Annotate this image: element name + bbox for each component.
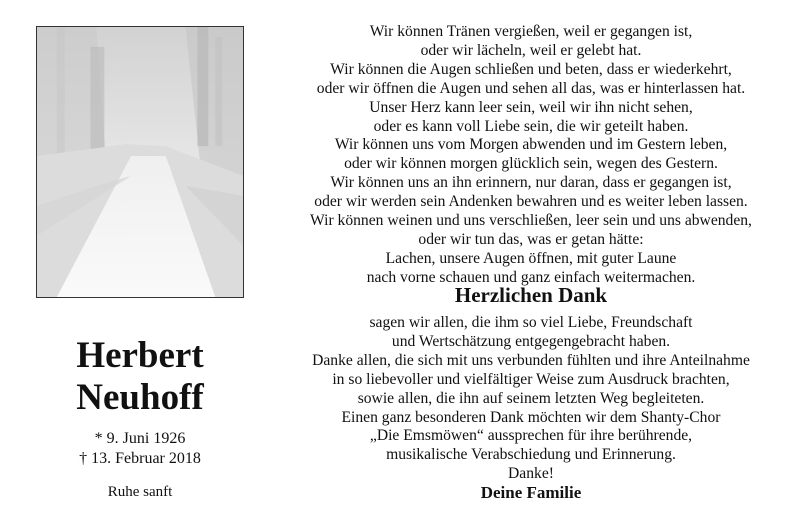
poem-line: oder wir werden sein Andenken bewahren und es weiter leben lassen. [314, 193, 748, 211]
birth-date: * 9. Juni 1926 [94, 430, 186, 447]
deceased-first-name: Herbert [76, 335, 204, 376]
thanks-line: sagen wir allen, die ihm so viel Liebe, Freundschaft [369, 314, 693, 331]
poem-line: Wir können Tränen vergießen, weil er gegangen ist, [369, 23, 693, 40]
forest-path-photo [36, 26, 244, 298]
poem-line: Unser Herz kann leer sein, weil wir ihn nicht sehen, [369, 98, 693, 116]
thanks-line: musikalische Verabschiedung und Erinnerung. [386, 446, 676, 464]
thanks-line: sowie allen, die ihn auf seinem letzten Weg begleiteten. [357, 389, 705, 407]
forest-path-icon [37, 27, 243, 297]
poem-line: oder wir können morgen glücklich sein, wegen des Gestern. [344, 155, 718, 173]
thanks-line: und Wertschätzung entgegengebracht haben. [391, 332, 671, 350]
death-date: † 13. Februar 2018 [79, 450, 201, 467]
poem-line: Wir können uns vom Morgen abwenden und im Gestern leben, [334, 136, 728, 154]
thanks-line: „Die Emsmöwen“ aussprechen für ihre berührende, [369, 427, 693, 445]
thanks-line: Einen ganz besonderen Dank möchten wir dem Shanty-Chor [341, 408, 721, 426]
poem-line: Wir können die Augen schließen und beten, dass er wiederkehrt, [330, 60, 732, 78]
thanks-line: Danke! [508, 465, 554, 483]
rest-in-peace-text: Ruhe sanft [107, 484, 173, 500]
poem-line: Wir können weinen und uns verschließen, leer sein und uns abwenden, [310, 212, 752, 230]
poem-line: oder wir tun das, was er getan hätte: [418, 230, 644, 248]
deceased-last-name: Neuhoff [76, 377, 204, 418]
poem-line: oder wir öffnen die Augen und sehen all das, was er hinterlassen hat. [316, 79, 746, 97]
poem-line: oder wir lächeln, weil er gelebt hat. [420, 41, 642, 59]
poem-line: Wir können uns an ihn erinnern, nur daran, dass er gegangen ist, [330, 174, 732, 192]
family-signature: Deine Familie [480, 483, 582, 502]
poem-line: Lachen, unsere Augen öffnen, mit guter Laune [385, 249, 677, 267]
thanks-line: Danke allen, die sich mit uns verbunden fühlten und ihre Anteilnahme [312, 351, 750, 369]
thanks-text [266, 314, 796, 484]
poem-line: nach vorne schauen und ganz einfach weitermachen. [366, 268, 696, 286]
thanks-line: in so liebevoller und vielfältiger Weise zum Ausdruck brachten, [332, 370, 730, 388]
thanks-heading: Herzlichen Dank [454, 283, 608, 307]
poem-line: oder es kann voll Liebe sein, die wir geteilt haben. [373, 117, 689, 135]
memorial-poem [266, 23, 796, 288]
